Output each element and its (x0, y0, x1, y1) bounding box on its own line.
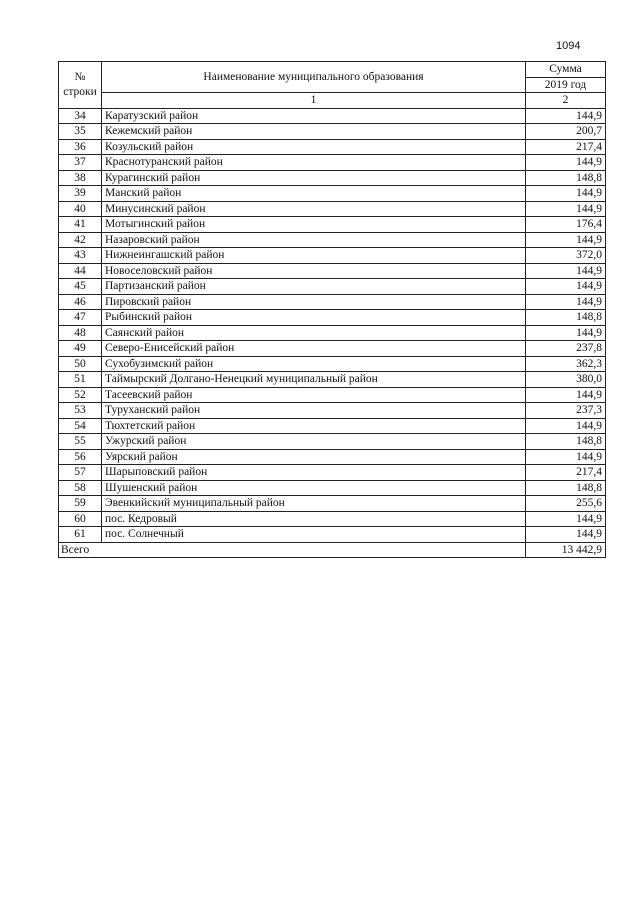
row-number: 50 (59, 356, 102, 372)
row-name: Минусинский район (102, 201, 526, 217)
row-name: Пировский район (102, 294, 526, 310)
row-name: Тасеевский район (102, 387, 526, 403)
row-name: Назаровский район (102, 232, 526, 248)
row-number: 57 (59, 465, 102, 481)
row-number: 48 (59, 325, 102, 341)
row-name: Партизанский район (102, 279, 526, 295)
table-row (59, 480, 606, 496)
row-sum: 144,9 (526, 279, 606, 295)
row-number: 61 (59, 527, 102, 543)
table-row (59, 310, 606, 326)
row-sum: 144,9 (526, 294, 606, 310)
row-sum: 176,4 (526, 217, 606, 233)
row-number: 42 (59, 232, 102, 248)
row-sum: 255,6 (526, 496, 606, 512)
row-number: 56 (59, 449, 102, 465)
row-number: 36 (59, 139, 102, 155)
row-sum: 144,9 (526, 232, 606, 248)
row-number: 44 (59, 263, 102, 279)
row-sum: 237,3 (526, 403, 606, 419)
row-sum: 148,8 (526, 434, 606, 450)
table-row (59, 387, 606, 403)
row-sum: 144,9 (526, 387, 606, 403)
row-sum: 362,3 (526, 356, 606, 372)
row-name: Уярский район (102, 449, 526, 465)
row-name: Нижнеингашский район (102, 248, 526, 264)
table-row (59, 108, 606, 124)
row-name: Курагинский район (102, 170, 526, 186)
row-number: 39 (59, 186, 102, 202)
row-name: Козульский район (102, 139, 526, 155)
allocation-table (58, 61, 606, 558)
table-row (59, 434, 606, 450)
table-row (59, 232, 606, 248)
table-row (59, 496, 606, 512)
row-number: 34 (59, 108, 102, 124)
table-row (59, 341, 606, 357)
header-sum-year: 2019 год (526, 77, 606, 93)
header-number-word: строки (63, 85, 97, 98)
row-name: Рыбинский район (102, 310, 526, 326)
header-index-sum: 2 (526, 93, 606, 109)
row-name: пос. Кедровый (102, 511, 526, 527)
row-name: Мотыгинский район (102, 217, 526, 233)
row-sum: 144,9 (526, 263, 606, 279)
table-row (59, 356, 606, 372)
page-number: 1094 (556, 40, 581, 52)
row-name: Шушенский район (102, 480, 526, 496)
row-sum: 380,0 (526, 372, 606, 388)
table-row (59, 279, 606, 295)
row-sum: 144,9 (526, 108, 606, 124)
row-number: 49 (59, 341, 102, 357)
table-row (59, 418, 606, 434)
row-name: Сухобузимский район (102, 356, 526, 372)
table-row (59, 325, 606, 341)
row-number: 38 (59, 170, 102, 186)
row-sum: 217,4 (526, 465, 606, 481)
row-sum: 144,9 (526, 201, 606, 217)
row-sum: 144,9 (526, 186, 606, 202)
row-name: Шарыповский район (102, 465, 526, 481)
table-row (59, 294, 606, 310)
table-row (59, 465, 606, 481)
header-name: Наименование муниципального образования (102, 62, 526, 93)
row-number: 40 (59, 201, 102, 217)
row-sum: 144,9 (526, 155, 606, 171)
table-header (59, 62, 606, 109)
table-row (59, 511, 606, 527)
row-sum: 237,8 (526, 341, 606, 357)
table-row (59, 155, 606, 171)
table-row (59, 170, 606, 186)
table-row (59, 124, 606, 140)
row-name: Северо-Енисейский район (102, 341, 526, 357)
row-number: 46 (59, 294, 102, 310)
table-row (59, 527, 606, 543)
row-sum: 200,7 (526, 124, 606, 140)
table-row (59, 372, 606, 388)
header-row-number (59, 62, 102, 109)
row-number: 37 (59, 155, 102, 171)
row-number: 55 (59, 434, 102, 450)
row-number: 43 (59, 248, 102, 264)
row-name: Таймырский Долгано-Ненецкий муниципальный район (102, 372, 526, 388)
row-name: Манский район (102, 186, 526, 202)
table-row (59, 201, 606, 217)
row-name: Туруханский район (102, 403, 526, 419)
row-sum: 144,9 (526, 325, 606, 341)
row-sum: 144,9 (526, 449, 606, 465)
row-name: Саянский район (102, 325, 526, 341)
table-row (59, 449, 606, 465)
table-row (59, 403, 606, 419)
row-name: Тюхтетский район (102, 418, 526, 434)
row-sum: 148,8 (526, 170, 606, 186)
row-number: 47 (59, 310, 102, 326)
row-number: 52 (59, 387, 102, 403)
total-row (59, 542, 606, 558)
row-name: Ужурский район (102, 434, 526, 450)
row-name: Кежемский район (102, 124, 526, 140)
row-number: 51 (59, 372, 102, 388)
row-name: Краснотуранский район (102, 155, 526, 171)
total-sum: 13 442,9 (526, 542, 606, 558)
row-number: 35 (59, 124, 102, 140)
row-name: Каратузский район (102, 108, 526, 124)
row-number: 53 (59, 403, 102, 419)
table-row (59, 217, 606, 233)
row-sum: 144,9 (526, 527, 606, 543)
row-name: Новоселовский район (102, 263, 526, 279)
row-sum: 144,9 (526, 511, 606, 527)
row-number: 59 (59, 496, 102, 512)
table-row (59, 186, 606, 202)
row-sum: 217,4 (526, 139, 606, 155)
row-sum: 372,0 (526, 248, 606, 264)
row-name: Эвенкийский муниципальный район (102, 496, 526, 512)
row-number: 41 (59, 217, 102, 233)
row-number: 45 (59, 279, 102, 295)
row-number: 54 (59, 418, 102, 434)
table-body (59, 108, 606, 542)
row-name: пос. Солнечный (102, 527, 526, 543)
row-sum: 148,8 (526, 480, 606, 496)
row-number: 58 (59, 480, 102, 496)
table-row (59, 139, 606, 155)
row-sum: 144,9 (526, 418, 606, 434)
total-label: Всего (59, 542, 526, 558)
header-index-name: 1 (102, 93, 526, 109)
header-number-sign: № (74, 70, 86, 83)
header-sum-title: Сумма (526, 62, 606, 78)
table-row (59, 248, 606, 264)
row-sum: 148,8 (526, 310, 606, 326)
row-number: 60 (59, 511, 102, 527)
table-row (59, 263, 606, 279)
